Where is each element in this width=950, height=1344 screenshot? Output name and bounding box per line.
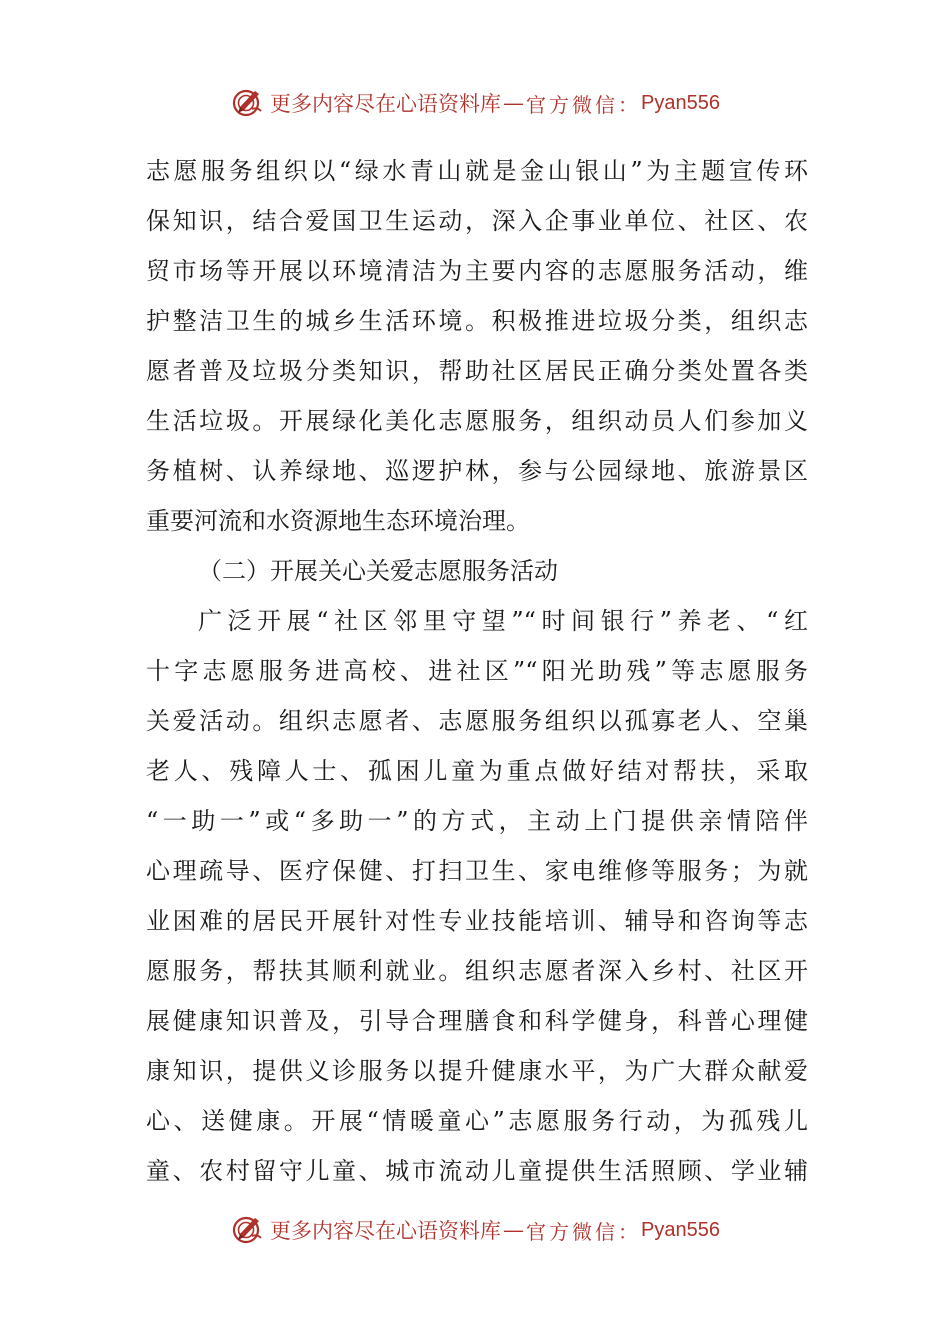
body-line: 童、农村留守儿童、城市流动儿童提供生活照顾、学业辅 <box>146 1157 808 1185</box>
document-body <box>146 146 808 1196</box>
body-line: 心理疏导、医疗保健、打扫卫生、家电维修等服务；为就 <box>146 857 808 885</box>
body-line: 广泛开展“社区邻里守望”“时间银行”养老、“红 <box>198 607 808 635</box>
banner-dash: — <box>503 1218 525 1242</box>
header-banner <box>0 83 950 123</box>
banner-main-text: 更多内容尽在心语资料库 <box>270 1219 502 1243</box>
footer-banner <box>0 1210 950 1250</box>
banner-label: 官方微信： <box>526 1219 642 1244</box>
banner-dash: — <box>503 91 525 115</box>
body-line: 业困难的居民开展针对性专业技能培训、辅导和咨询等志 <box>146 907 808 935</box>
body-line: 务植树、认养绿地、巡逻护林，参与公园绿地、旅游景区 <box>146 457 808 485</box>
body-line: 志愿服务组织以“绿水青山就是金山银山”为主题宣传环 <box>146 157 808 185</box>
body-line: 保知识，结合爱国卫生运动，深入企事业单位、社区、农 <box>146 207 808 235</box>
banner-main-text: 更多内容尽在心语资料库 <box>270 92 502 116</box>
body-line: 关爱活动。组织志愿者、志愿服务组织以孤寡老人、空巢 <box>146 707 808 735</box>
banner-label: 官方微信： <box>526 92 642 117</box>
body-line: 心、送健康。开展“情暖童心”志愿服务行动，为孤残儿 <box>146 1107 808 1135</box>
body-line: 生活垃圾。开展绿化美化志愿服务，组织动员人们参加义 <box>146 407 808 435</box>
body-line: 康知识，提供义诊服务以提升健康水平，为广大群众献爱 <box>146 1057 808 1085</box>
body-line: 贸市场等开展以环境清洁为主要内容的志愿服务活动，维 <box>146 257 808 285</box>
body-line: 愿者普及垃圾分类知识，帮助社区居民正确分类处置各类 <box>146 357 808 385</box>
body-line: 老人、残障人士、孤困儿童为重点做好结对帮扶，采取 <box>146 757 808 785</box>
logo-icon <box>230 1212 266 1248</box>
body-line: 护整洁卫生的城乡生活环境。积极推进垃圾分类，组织志 <box>146 307 808 335</box>
body-line: 愿服务，帮扶其顺利就业。组织志愿者深入乡村、社区开 <box>146 957 808 985</box>
section-heading: （二）开展关心关爱志愿服务活动 <box>198 557 558 585</box>
body-line: 重要河流和水资源地生态环境治理。 <box>146 507 530 535</box>
banner-wechat-id: Pyan556 <box>641 91 720 114</box>
body-line: 展健康知识普及，引导合理膳食和科学健身，科普心理健 <box>146 1007 808 1035</box>
body-line: “一助一”或“多助一”的方式，主动上门提供亲情陪伴 <box>146 807 808 835</box>
body-line: 十字志愿服务进高校、进社区”“阳光助残”等志愿服务 <box>146 657 808 685</box>
logo-icon <box>230 85 266 121</box>
banner-wechat-id: Pyan556 <box>641 1218 720 1241</box>
